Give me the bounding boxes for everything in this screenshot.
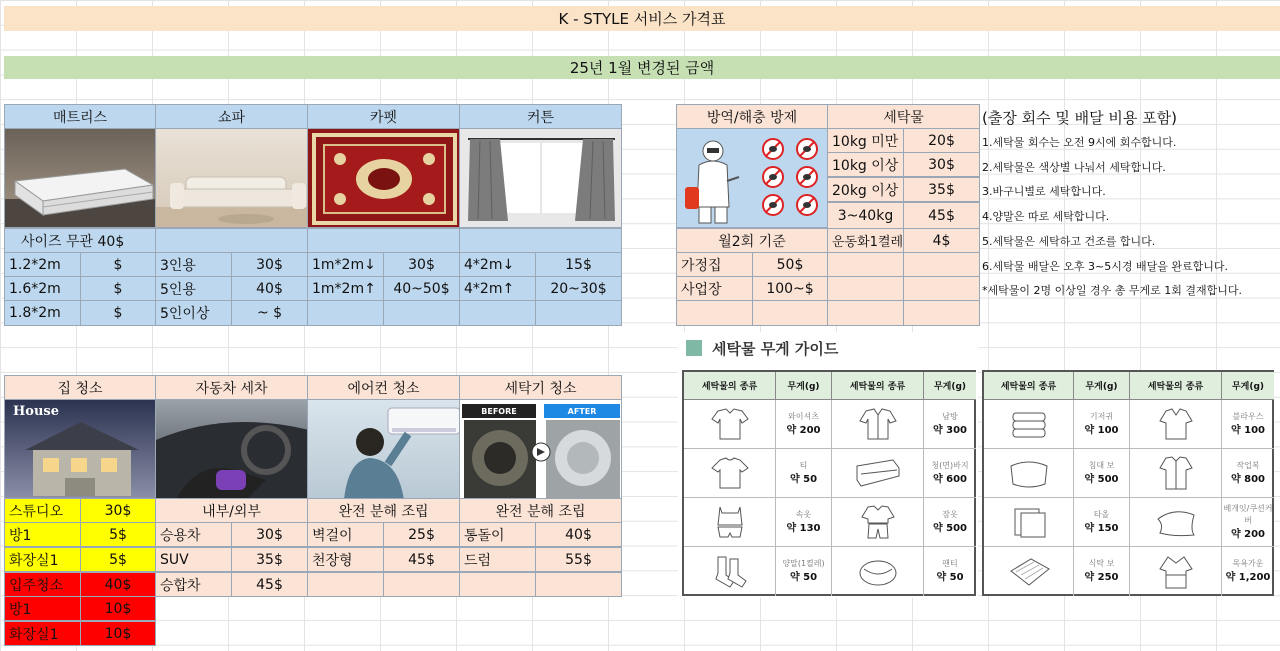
guide-icon-cell [684,449,776,498]
notes-header: (출장 회수 및 배달 비용 포함) [982,109,1177,127]
guide-weight-cell [1222,449,1274,498]
blank-cell [459,228,622,253]
cell: 15$ [535,252,622,277]
header-pest: 방역/해충 방제 [676,104,828,129]
guide-weight-cell [924,400,976,449]
tshirt-icon [710,456,750,490]
header-carpet: 카펫 [307,104,460,129]
guide-item-weight: 약 500 [932,522,967,534]
guide-col-weight: 무게(g) [776,372,832,400]
guide-item-name: 베개잇/쿠션커버 [1223,503,1273,525]
blank-cell [903,252,980,277]
cell: 4*2m↓ [459,252,536,277]
car-item: 승용차 [155,522,232,547]
cell: 40$ [231,276,308,301]
guide-col-weight: 무게(g) [1074,372,1130,400]
guide-icon-cell [984,449,1074,498]
guide-icon-cell [832,400,924,449]
blank-cell [827,252,904,277]
blank-cell [383,572,460,597]
guide-item-weight: 약 50 [936,572,964,583]
guide-item-name: 양말(1켤레) [782,559,825,568]
guide-item-weight: 약 300 [932,424,967,436]
car-sub-header: 내부/외부 [155,498,308,523]
ac-item: 벽걸이 [307,522,384,547]
blank-cell [155,228,308,253]
guide-col-type: 세탁물의 종류 [984,372,1074,400]
guide-item-weight: 약 200 [1230,528,1265,540]
blank-cell [827,276,904,301]
guide-item-weight: 약 500 [1084,473,1119,485]
cell: 4*2m↑ [459,276,536,301]
blank-cell [903,276,980,301]
cell: 30$ [383,252,460,277]
header-curtain: 커튼 [459,104,622,129]
washer-price: 40$ [535,522,622,547]
cell: 40~50$ [383,276,460,301]
mattress-size-note: 사이즈 무관 40$ [4,228,156,253]
note-line: 5.세탁물은 세탁하고 건조를 합니다. [982,235,1156,248]
car-item: SUV [155,547,232,572]
cell: 5인용 [155,276,232,301]
guide-item-weight: 약 600 [932,473,967,485]
guide-icon-cell [1130,547,1222,596]
bedsheet-icon [1007,456,1051,490]
shirt-icon [858,407,898,441]
curtain-image [459,128,622,228]
cell [459,300,536,326]
laundry-price: 20$ [903,128,980,153]
house-item: 방1 [4,522,81,547]
guide-weight-cell [1074,449,1130,498]
blank-cell [752,300,828,326]
laundry-price: 4$ [903,228,980,253]
car-price: 30$ [231,522,308,547]
laundry-price: 30$ [903,152,980,177]
ac-cleaning-image [307,399,460,499]
bathrobe-icon [1156,555,1196,589]
guide-item-name: 청(면)바지 [931,460,969,470]
guide-table [982,370,1274,596]
work-clothes-icon [1156,456,1196,490]
guide-item-name: 남방 [942,411,958,421]
guide-weight-cell [1074,498,1130,547]
laundry-weight-guide [678,332,978,598]
note-line: 4.양말은 따로 세탁합니다. [982,210,1110,223]
cell: 1.6*2m [4,276,81,301]
underwear-icon [710,505,750,539]
blank-cell [676,300,753,326]
guide-icon-cell [1130,498,1222,547]
guide-weight-cell [924,547,976,596]
laundry-weight: 10kg 이상 [827,152,904,177]
guide-item-name: 와이셔츠 [788,411,819,421]
guide-icon-cell [1130,400,1222,449]
cell: 20~30$ [535,276,622,301]
header-sofa: 쇼파 [155,104,308,129]
briefs-icon [856,555,900,589]
pest-control-image [676,128,828,228]
guide-accent-square [686,340,702,356]
guide-item-weight: 약 200 [786,424,821,436]
guide-item-weight: 약 1,200 [1225,572,1271,583]
car-price: 35$ [231,547,308,572]
house-item: 방1 [4,596,81,621]
guide-item-weight: 약 50 [789,473,818,485]
note-line: 3.바구니별로 세탁합니다. [982,185,1106,198]
note-line: 2.세탁물은 색상별 나눠서 세탁합니다. [982,161,1166,174]
cell: 1m*2m↑ [307,276,384,301]
ac-item: 천장형 [307,547,384,572]
house-price: 10$ [80,621,156,646]
page-subtitle: 25년 1월 변경된 금액 [569,59,715,77]
blank-cell [307,572,384,597]
guide-weight-cell [1222,547,1274,596]
guide-item-weight: 약 50 [789,572,818,583]
note-line: 1.세탁물 회수는 오전 9시에 회수합니다. [982,136,1177,149]
cell: $ [80,276,156,301]
guide-col-type: 세탁물의 종류 [832,372,924,400]
pest-basis: 월2회 기준 [676,228,828,253]
guide-col-weight: 무게(g) [1222,372,1274,400]
pillowcase-icon [1154,505,1198,539]
guide-item-name: 속옷 [795,509,812,519]
house-image-label: House [13,404,59,419]
pajamas-icon [858,505,898,539]
guide-item-weight: 약 130 [786,522,821,534]
cell: 1.8*2m [4,300,81,326]
blouse-icon [1156,407,1196,441]
blank-cell [535,572,622,597]
before-label: BEFORE [462,404,536,418]
house-item: 화장실1 [4,547,81,572]
guide-weight-cell [776,400,832,449]
laundry-price: 35$ [903,177,980,202]
socks-icon [710,555,750,589]
cell: 30$ [231,252,308,277]
guide-item-name: 잠옷 [942,509,958,519]
guide-icon-cell [832,547,924,596]
guide-weight-cell [776,547,832,596]
washer-item: 드럼 [459,547,536,572]
guide-item-name: 기저귀 [1089,411,1114,421]
page-title: K - STYLE 서비스 가격표 [558,10,726,28]
pest-home-label: 가정집 [676,252,753,277]
guide-item-name: 목욕가운 [1232,559,1264,568]
towel-icon [1009,505,1049,539]
guide-item-name: 티 [799,460,808,470]
guide-item-weight: 약 100 [1084,424,1119,436]
pants-icon [853,456,903,490]
header-washer-cleaning: 세탁기 청소 [459,375,622,400]
guide-icon-cell [1130,449,1222,498]
car-wash-image [155,399,308,499]
cell [383,300,460,326]
header-ac-cleaning: 에어컨 청소 [307,375,460,400]
sofa-image [155,128,308,228]
pest-business-label: 사업장 [676,276,753,301]
guide-weight-cell [1074,547,1130,596]
note-line: 6.세탁물 배달은 오후 3~5시경 배달을 완료합니다. [982,260,1228,273]
guide-item-weight: 약 250 [1084,572,1119,583]
blank-cell [903,300,980,326]
house-price: 10$ [80,596,156,621]
title-bar [4,6,1280,31]
header-house-cleaning: 집 청소 [4,375,156,400]
guide-icon-cell [684,400,776,449]
guide-col-type: 세탁물의 종류 [684,372,776,400]
washer-sub-header: 완전 분해 조립 [459,498,622,523]
ac-price: 25$ [383,522,460,547]
note-line: *세탁물이 2명 이상일 경우 총 무게로 1회 결재합니다. [982,284,1242,297]
cell [307,300,384,326]
cell: $ [80,252,156,277]
car-price: 45$ [231,572,308,597]
guide-icon-cell [832,449,924,498]
guide-item-weight: 약 800 [1230,473,1265,485]
house-price: 40$ [80,572,156,597]
cell: 3인용 [155,252,232,277]
house-image [4,399,156,499]
ac-sub-header: 완전 분해 조립 [307,498,460,523]
blank-cell [459,572,536,597]
guide-icon-cell [684,547,776,596]
guide-weight-cell [1074,400,1130,449]
pest-home-price: 50$ [752,252,828,277]
cell: 5인이상 [155,300,232,326]
blank-cell [827,300,904,326]
guide-item-weight: 약 100 [1230,424,1265,436]
diaper-icon [1009,407,1049,441]
car-item: 승합차 [155,572,232,597]
guide-item-weight: 약 150 [1084,522,1119,534]
guide-col-type: 세탁물의 종류 [1130,372,1222,400]
laundry-weight: 20kg 이상 [827,177,904,202]
laundry-weight: 3~40kg [827,202,904,229]
guide-item-name: 식탁 보 [1088,559,1115,568]
house-item: 입주청소 [4,572,81,597]
house-price: 5$ [80,547,156,572]
guide-weight-cell [1222,498,1274,547]
guide-icon-cell [984,498,1074,547]
tablecloth-icon [1007,555,1051,589]
guide-icon-cell [984,547,1074,596]
guide-weight-cell [924,498,976,547]
guide-icon-cell [984,400,1074,449]
laundry-price: 45$ [903,202,980,229]
house-item: 스튜디오 [4,498,81,523]
guide-icon-cell [832,498,924,547]
laundry-weight: 운동화1켤레 [827,228,904,253]
guide-title: 세탁물 무게 가이드 [712,340,839,358]
guide-icon-cell [684,498,776,547]
after-label: AFTER [544,404,620,418]
guide-item-name: 팬티 [942,559,958,568]
guide-item-name: 작업복 [1236,460,1260,470]
blank-cell [307,228,460,253]
house-item: 화장실1 [4,621,81,646]
header-car-wash: 자동차 세차 [155,375,308,400]
shirt-icon [710,407,750,441]
cell [535,300,622,326]
carpet-image [307,128,460,228]
washer-price: 55$ [535,547,622,572]
guide-item-name: 블라우스 [1232,411,1264,421]
guide-weight-cell [1222,400,1274,449]
guide-col-weight: 무게(g) [924,372,976,400]
header-mattress: 매트리스 [4,104,156,129]
house-price: 5$ [80,522,156,547]
pest-business-price: 100~$ [752,276,828,301]
guide-item-name: 침대 보 [1088,460,1115,470]
laundry-weight: 10kg 미만 [827,128,904,153]
cell: ~ $ [231,300,308,326]
cell: 1m*2m↓ [307,252,384,277]
guide-weight-cell [924,449,976,498]
ac-price: 45$ [383,547,460,572]
washer-item: 통돌이 [459,522,536,547]
mattress-image [4,128,156,228]
subtitle-bar [4,56,1280,79]
house-price: 30$ [80,498,156,523]
cell: 1.2*2m [4,252,81,277]
guide-weight-cell [776,449,832,498]
guide-item-name: 타올 [1093,509,1110,519]
header-laundry: 세탁물 [827,104,980,129]
guide-weight-cell [776,498,832,547]
cell: $ [80,300,156,326]
guide-table [682,370,976,596]
washer-cleaning-image [459,399,622,499]
laundry-weight-guide-2 [982,332,1276,598]
